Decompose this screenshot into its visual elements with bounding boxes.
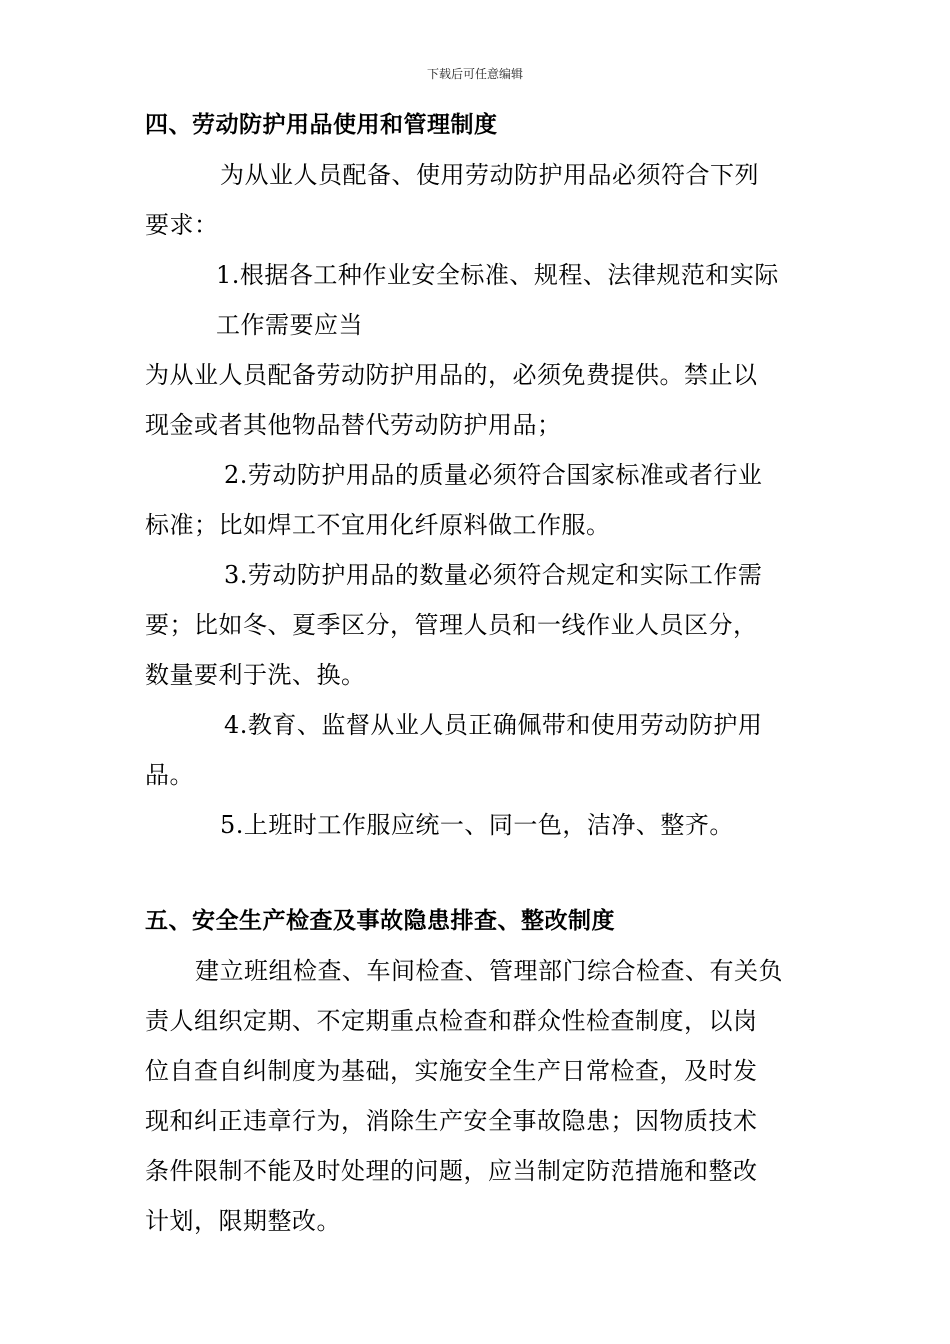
section4-title: 四、劳动防护用品使用和管理制度	[145, 112, 498, 138]
item3-line1: 3.劳动防护用品的数量必须符合规定和实际工作需	[224, 561, 763, 589]
section5-para-line2: 责人组织定期、不定期重点检查和群众性检查制度，以岗	[145, 1007, 758, 1035]
section5-title: 五、安全生产检查及事故隐患排查、整改制度	[145, 908, 615, 934]
item4-line2: 品。	[145, 761, 194, 789]
item5-line1: 5.上班时工作服应统一、同一色，洁净、整齐。	[220, 811, 734, 839]
section4-intro-line2: 要求：	[145, 211, 219, 239]
item4-line1: 4.教育、监督从业人员正确佩带和使用劳动防护用	[224, 711, 763, 739]
section4-intro-line1: 为从业人员配备、使用劳动防护用品必须符合下列	[220, 161, 759, 189]
item3-line2: 要；比如冬、夏季区分，管理人员和一线作业人员区分，	[145, 611, 758, 639]
section5-para-line6: 计划，限期整改。	[145, 1207, 341, 1235]
section5-para-line5: 条件限制不能及时处理的问题，应当制定防范措施和整改	[145, 1157, 758, 1185]
item2-line2: 标准；比如焊工不宜用化纤原料做工作服。	[145, 511, 611, 539]
item3-line3: 数量要利于洗、换。	[145, 661, 366, 689]
section5-para-line1: 建立班组检查、车间检查、管理部门综合检查、有关负	[195, 957, 783, 985]
section5-para-line3: 位自查自纠制度为基础，实施安全生产日常检查，及时发	[145, 1057, 758, 1085]
item1-line1: 1.根据各工种作业安全标准、规程、法律规范和实际	[216, 261, 779, 289]
item1-line3: 为从业人员配备劳动防护用品的，必须免费提供。禁止以	[145, 361, 758, 389]
header-note: 下载后可任意编辑	[426, 67, 523, 81]
item1-line2: 工作需要应当	[216, 311, 363, 339]
item2-line1: 2.劳动防护用品的质量必须符合国家标准或者行业	[224, 461, 763, 489]
item1-line4: 现金或者其他物品替代劳动防护用品；	[145, 411, 562, 439]
section5-para-line4: 现和纠正违章行为，消除生产安全事故隐患；因物质技术	[145, 1107, 758, 1135]
